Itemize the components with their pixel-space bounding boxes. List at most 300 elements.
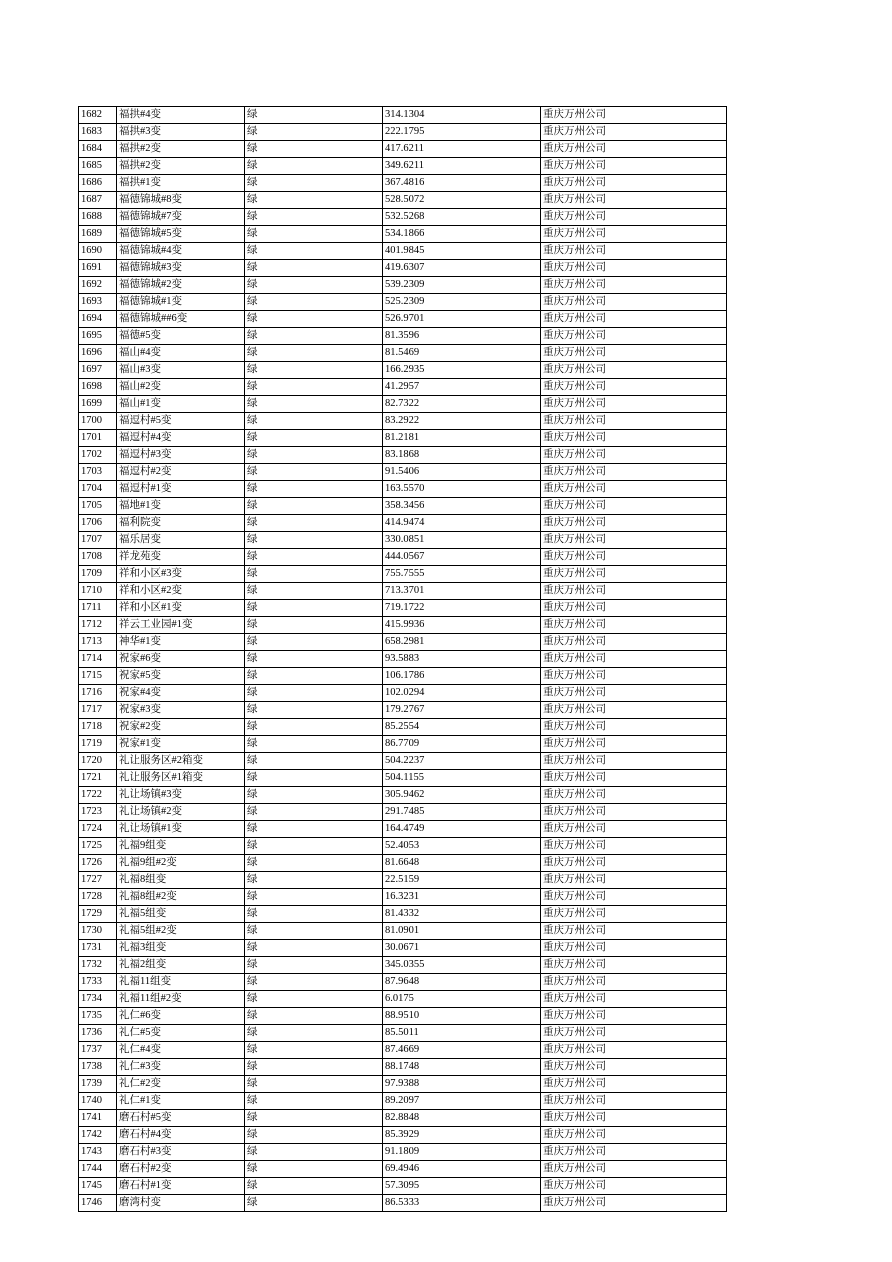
cell-color: 绿 <box>245 634 383 651</box>
cell-company: 重庆万州公司 <box>541 1008 727 1025</box>
table-row <box>79 1144 727 1161</box>
table-row <box>79 277 727 294</box>
cell-name: 福德锦城#3变 <box>117 260 245 277</box>
cell-company: 重庆万州公司 <box>541 209 727 226</box>
table-row <box>79 1161 727 1178</box>
cell-value: 81.4332 <box>383 906 541 923</box>
cell-id: 1745 <box>79 1178 117 1195</box>
table-row <box>79 430 727 447</box>
table-row <box>79 974 727 991</box>
cell-id: 1694 <box>79 311 117 328</box>
table-row <box>79 651 727 668</box>
cell-name: 祥和小区#3变 <box>117 566 245 583</box>
cell-color: 绿 <box>245 362 383 379</box>
cell-color: 绿 <box>245 855 383 872</box>
cell-id: 1740 <box>79 1093 117 1110</box>
cell-value: 86.7709 <box>383 736 541 753</box>
cell-company: 重庆万州公司 <box>541 294 727 311</box>
cell-color: 绿 <box>245 498 383 515</box>
cell-company: 重庆万州公司 <box>541 957 727 974</box>
table-row <box>79 787 727 804</box>
table-row <box>79 311 727 328</box>
cell-value: 97.9388 <box>383 1076 541 1093</box>
table-row <box>79 294 727 311</box>
cell-name: 磨石村#4变 <box>117 1127 245 1144</box>
cell-name: 礼让场镇#2变 <box>117 804 245 821</box>
cell-company: 重庆万州公司 <box>541 107 727 124</box>
cell-name: 礼仁#6变 <box>117 1008 245 1025</box>
cell-company: 重庆万州公司 <box>541 787 727 804</box>
cell-id: 1702 <box>79 447 117 464</box>
cell-id: 1706 <box>79 515 117 532</box>
cell-id: 1713 <box>79 634 117 651</box>
cell-color: 绿 <box>245 1025 383 1042</box>
table-row <box>79 770 727 787</box>
table-row <box>79 549 727 566</box>
cell-id: 1688 <box>79 209 117 226</box>
table-row <box>79 1110 727 1127</box>
cell-id: 1728 <box>79 889 117 906</box>
cell-id: 1686 <box>79 175 117 192</box>
table-row <box>79 192 727 209</box>
cell-id: 1734 <box>79 991 117 1008</box>
cell-color: 绿 <box>245 413 383 430</box>
cell-company: 重庆万州公司 <box>541 872 727 889</box>
table-row <box>79 1025 727 1042</box>
cell-name: 福山#4变 <box>117 345 245 362</box>
cell-name: 礼福5组#2变 <box>117 923 245 940</box>
cell-color: 绿 <box>245 277 383 294</box>
cell-company: 重庆万州公司 <box>541 345 727 362</box>
cell-color: 绿 <box>245 600 383 617</box>
cell-company: 重庆万州公司 <box>541 498 727 515</box>
table-row <box>79 804 727 821</box>
cell-value: 349.6211 <box>383 158 541 175</box>
cell-value: 417.6211 <box>383 141 541 158</box>
cell-id: 1743 <box>79 1144 117 1161</box>
cell-value: 658.2981 <box>383 634 541 651</box>
cell-name: 礼让场镇#3变 <box>117 787 245 804</box>
cell-name: 祝家#2变 <box>117 719 245 736</box>
cell-id: 1691 <box>79 260 117 277</box>
cell-value: 87.9648 <box>383 974 541 991</box>
cell-color: 绿 <box>245 736 383 753</box>
cell-name: 福逗村#4变 <box>117 430 245 447</box>
cell-color: 绿 <box>245 294 383 311</box>
table-row <box>79 583 727 600</box>
cell-name: 磨湾村变 <box>117 1195 245 1212</box>
cell-name: 福德锦城#2变 <box>117 277 245 294</box>
cell-value: 314.1304 <box>383 107 541 124</box>
cell-id: 1725 <box>79 838 117 855</box>
cell-id: 1695 <box>79 328 117 345</box>
table-row <box>79 1008 727 1025</box>
cell-color: 绿 <box>245 1127 383 1144</box>
table-row <box>79 940 727 957</box>
cell-company: 重庆万州公司 <box>541 1195 727 1212</box>
cell-name: 礼福8组变 <box>117 872 245 889</box>
cell-company: 重庆万州公司 <box>541 260 727 277</box>
cell-color: 绿 <box>245 1059 383 1076</box>
cell-company: 重庆万州公司 <box>541 685 727 702</box>
cell-value: 91.5406 <box>383 464 541 481</box>
table-body <box>79 107 727 1212</box>
cell-color: 绿 <box>245 838 383 855</box>
cell-color: 绿 <box>245 328 383 345</box>
cell-id: 1742 <box>79 1127 117 1144</box>
cell-company: 重庆万州公司 <box>541 617 727 634</box>
cell-company: 重庆万州公司 <box>541 668 727 685</box>
cell-id: 1730 <box>79 923 117 940</box>
table-row <box>79 923 727 940</box>
cell-name: 神华#1变 <box>117 634 245 651</box>
cell-company: 重庆万州公司 <box>541 192 727 209</box>
table-row <box>79 464 727 481</box>
cell-color: 绿 <box>245 719 383 736</box>
table-row <box>79 702 727 719</box>
cell-color: 绿 <box>245 583 383 600</box>
cell-value: 93.5883 <box>383 651 541 668</box>
table-row <box>79 1059 727 1076</box>
cell-id: 1698 <box>79 379 117 396</box>
cell-value: 83.2922 <box>383 413 541 430</box>
cell-color: 绿 <box>245 379 383 396</box>
table-row <box>79 481 727 498</box>
cell-name: 祝家#6变 <box>117 651 245 668</box>
table-row <box>79 158 727 175</box>
cell-color: 绿 <box>245 974 383 991</box>
cell-id: 1705 <box>79 498 117 515</box>
cell-name: 磨石村#5变 <box>117 1110 245 1127</box>
cell-color: 绿 <box>245 770 383 787</box>
cell-id: 1687 <box>79 192 117 209</box>
cell-value: 755.7555 <box>383 566 541 583</box>
cell-name: 福德锦城##6变 <box>117 311 245 328</box>
cell-name: 祥龙苑变 <box>117 549 245 566</box>
table-row <box>79 889 727 906</box>
cell-id: 1709 <box>79 566 117 583</box>
cell-id: 1721 <box>79 770 117 787</box>
cell-color: 绿 <box>245 1110 383 1127</box>
cell-color: 绿 <box>245 260 383 277</box>
cell-value: 82.8848 <box>383 1110 541 1127</box>
table-row <box>79 243 727 260</box>
cell-company: 重庆万州公司 <box>541 1025 727 1042</box>
cell-company: 重庆万州公司 <box>541 1178 727 1195</box>
cell-name: 祝家#1变 <box>117 736 245 753</box>
cell-company: 重庆万州公司 <box>541 583 727 600</box>
table-row <box>79 345 727 362</box>
table-row <box>79 957 727 974</box>
cell-company: 重庆万州公司 <box>541 821 727 838</box>
cell-value: 81.0901 <box>383 923 541 940</box>
cell-name: 福拱#3变 <box>117 124 245 141</box>
cell-name: 磨石村#2变 <box>117 1161 245 1178</box>
cell-id: 1707 <box>79 532 117 549</box>
cell-company: 重庆万州公司 <box>541 328 727 345</box>
cell-company: 重庆万州公司 <box>541 702 727 719</box>
cell-color: 绿 <box>245 889 383 906</box>
table-row <box>79 175 727 192</box>
cell-value: 69.4946 <box>383 1161 541 1178</box>
cell-value: 57.3095 <box>383 1178 541 1195</box>
cell-id: 1736 <box>79 1025 117 1042</box>
cell-company: 重庆万州公司 <box>541 600 727 617</box>
cell-value: 86.5333 <box>383 1195 541 1212</box>
cell-id: 1699 <box>79 396 117 413</box>
cell-id: 1723 <box>79 804 117 821</box>
cell-id: 1738 <box>79 1059 117 1076</box>
cell-value: 419.6307 <box>383 260 541 277</box>
cell-value: 164.4749 <box>383 821 541 838</box>
cell-id: 1739 <box>79 1076 117 1093</box>
cell-company: 重庆万州公司 <box>541 1093 727 1110</box>
cell-company: 重庆万州公司 <box>541 855 727 872</box>
table-row <box>79 1178 727 1195</box>
cell-id: 1733 <box>79 974 117 991</box>
cell-color: 绿 <box>245 124 383 141</box>
cell-id: 1701 <box>79 430 117 447</box>
cell-name: 福乐居变 <box>117 532 245 549</box>
cell-color: 绿 <box>245 175 383 192</box>
cell-id: 1729 <box>79 906 117 923</box>
cell-value: 415.9936 <box>383 617 541 634</box>
cell-id: 1682 <box>79 107 117 124</box>
cell-company: 重庆万州公司 <box>541 991 727 1008</box>
table-row <box>79 447 727 464</box>
cell-value: 358.3456 <box>383 498 541 515</box>
cell-value: 16.3231 <box>383 889 541 906</box>
table-row <box>79 634 727 651</box>
cell-company: 重庆万州公司 <box>541 226 727 243</box>
cell-value: 88.9510 <box>383 1008 541 1025</box>
cell-name: 福利院变 <box>117 515 245 532</box>
cell-id: 1722 <box>79 787 117 804</box>
cell-color: 绿 <box>245 345 383 362</box>
cell-value: 30.0671 <box>383 940 541 957</box>
cell-id: 1710 <box>79 583 117 600</box>
cell-company: 重庆万州公司 <box>541 464 727 481</box>
cell-value: 87.4669 <box>383 1042 541 1059</box>
cell-name: 礼福9组#2变 <box>117 855 245 872</box>
cell-name: 福拱#2变 <box>117 141 245 158</box>
cell-company: 重庆万州公司 <box>541 889 727 906</box>
cell-value: 526.9701 <box>383 311 541 328</box>
cell-id: 1746 <box>79 1195 117 1212</box>
cell-value: 532.5268 <box>383 209 541 226</box>
cell-name: 福德锦城#7变 <box>117 209 245 226</box>
cell-id: 1685 <box>79 158 117 175</box>
cell-name: 福地#1变 <box>117 498 245 515</box>
table-row <box>79 141 727 158</box>
table-row <box>79 1093 727 1110</box>
cell-name: 礼让服务区#2箱变 <box>117 753 245 770</box>
cell-name: 福逗村#3变 <box>117 447 245 464</box>
cell-company: 重庆万州公司 <box>541 430 727 447</box>
cell-id: 1744 <box>79 1161 117 1178</box>
cell-value: 444.0567 <box>383 549 541 566</box>
cell-company: 重庆万州公司 <box>541 940 727 957</box>
cell-id: 1718 <box>79 719 117 736</box>
cell-color: 绿 <box>245 1161 383 1178</box>
cell-color: 绿 <box>245 787 383 804</box>
cell-name: 福山#2变 <box>117 379 245 396</box>
cell-name: 福德#5变 <box>117 328 245 345</box>
cell-name: 礼福2组变 <box>117 957 245 974</box>
cell-name: 礼仁#1变 <box>117 1093 245 1110</box>
cell-id: 1704 <box>79 481 117 498</box>
cell-color: 绿 <box>245 991 383 1008</box>
cell-color: 绿 <box>245 940 383 957</box>
cell-value: 414.9474 <box>383 515 541 532</box>
cell-value: 305.9462 <box>383 787 541 804</box>
cell-color: 绿 <box>245 1076 383 1093</box>
cell-id: 1714 <box>79 651 117 668</box>
cell-company: 重庆万州公司 <box>541 736 727 753</box>
cell-company: 重庆万州公司 <box>541 243 727 260</box>
cell-id: 1716 <box>79 685 117 702</box>
cell-name: 福德锦城#1变 <box>117 294 245 311</box>
cell-value: 179.2767 <box>383 702 541 719</box>
cell-name: 祝家#3变 <box>117 702 245 719</box>
cell-value: 85.3929 <box>383 1127 541 1144</box>
cell-color: 绿 <box>245 311 383 328</box>
cell-value: 504.2237 <box>383 753 541 770</box>
cell-id: 1708 <box>79 549 117 566</box>
cell-id: 1724 <box>79 821 117 838</box>
table-row <box>79 617 727 634</box>
cell-name: 礼让场镇#1变 <box>117 821 245 838</box>
cell-color: 绿 <box>245 243 383 260</box>
spreadsheet-region <box>78 106 726 1212</box>
cell-id: 1692 <box>79 277 117 294</box>
cell-name: 福德锦城#8变 <box>117 192 245 209</box>
cell-company: 重庆万州公司 <box>541 1042 727 1059</box>
cell-company: 重庆万州公司 <box>541 413 727 430</box>
cell-company: 重庆万州公司 <box>541 1127 727 1144</box>
cell-value: 528.5072 <box>383 192 541 209</box>
cell-name: 磨石村#1变 <box>117 1178 245 1195</box>
cell-id: 1726 <box>79 855 117 872</box>
cell-id: 1737 <box>79 1042 117 1059</box>
cell-company: 重庆万州公司 <box>541 379 727 396</box>
cell-company: 重庆万州公司 <box>541 719 727 736</box>
table-row <box>79 498 727 515</box>
cell-name: 礼让服务区#1箱变 <box>117 770 245 787</box>
cell-company: 重庆万州公司 <box>541 923 727 940</box>
cell-color: 绿 <box>245 107 383 124</box>
table-row <box>79 107 727 124</box>
cell-color: 绿 <box>245 1008 383 1025</box>
cell-value: 85.2554 <box>383 719 541 736</box>
cell-company: 重庆万州公司 <box>541 175 727 192</box>
cell-color: 绿 <box>245 906 383 923</box>
cell-name: 福逗村#2变 <box>117 464 245 481</box>
table-row <box>79 753 727 770</box>
cell-value: 85.5011 <box>383 1025 541 1042</box>
cell-value: 81.2181 <box>383 430 541 447</box>
cell-value: 504.1155 <box>383 770 541 787</box>
cell-value: 88.1748 <box>383 1059 541 1076</box>
cell-id: 1727 <box>79 872 117 889</box>
cell-color: 绿 <box>245 566 383 583</box>
cell-id: 1741 <box>79 1110 117 1127</box>
cell-name: 福逗村#1变 <box>117 481 245 498</box>
cell-company: 重庆万州公司 <box>541 515 727 532</box>
cell-name: 祥和小区#1变 <box>117 600 245 617</box>
cell-value: 539.2309 <box>383 277 541 294</box>
table-row <box>79 1076 727 1093</box>
cell-color: 绿 <box>245 447 383 464</box>
cell-value: 222.1795 <box>383 124 541 141</box>
cell-company: 重庆万州公司 <box>541 311 727 328</box>
cell-value: 102.0294 <box>383 685 541 702</box>
cell-color: 绿 <box>245 1093 383 1110</box>
table-row <box>79 413 727 430</box>
table-row <box>79 685 727 702</box>
cell-value: 330.0851 <box>383 532 541 549</box>
cell-id: 1715 <box>79 668 117 685</box>
cell-color: 绿 <box>245 532 383 549</box>
cell-color: 绿 <box>245 804 383 821</box>
table-row <box>79 396 727 413</box>
cell-color: 绿 <box>245 464 383 481</box>
cell-value: 401.9845 <box>383 243 541 260</box>
cell-name: 磨石村#3变 <box>117 1144 245 1161</box>
cell-id: 1719 <box>79 736 117 753</box>
cell-company: 重庆万州公司 <box>541 362 727 379</box>
table-row <box>79 719 727 736</box>
cell-color: 绿 <box>245 430 383 447</box>
cell-company: 重庆万州公司 <box>541 838 727 855</box>
table-row <box>79 1127 727 1144</box>
table-row <box>79 1195 727 1212</box>
cell-company: 重庆万州公司 <box>541 651 727 668</box>
table-row <box>79 991 727 1008</box>
table-row <box>79 124 727 141</box>
cell-color: 绿 <box>245 1144 383 1161</box>
cell-company: 重庆万州公司 <box>541 447 727 464</box>
cell-company: 重庆万州公司 <box>541 906 727 923</box>
cell-id: 1711 <box>79 600 117 617</box>
table-row <box>79 515 727 532</box>
cell-value: 89.2097 <box>383 1093 541 1110</box>
cell-company: 重庆万州公司 <box>541 481 727 498</box>
table-row <box>79 260 727 277</box>
cell-id: 1700 <box>79 413 117 430</box>
cell-name: 祝家#4变 <box>117 685 245 702</box>
table-row <box>79 855 727 872</box>
table-row <box>79 209 727 226</box>
cell-name: 福山#1变 <box>117 396 245 413</box>
cell-name: 福德锦城#5变 <box>117 226 245 243</box>
cell-name: 礼仁#5变 <box>117 1025 245 1042</box>
cell-id: 1693 <box>79 294 117 311</box>
cell-color: 绿 <box>245 515 383 532</box>
cell-color: 绿 <box>245 158 383 175</box>
cell-value: 81.6648 <box>383 855 541 872</box>
cell-company: 重庆万州公司 <box>541 124 727 141</box>
cell-color: 绿 <box>245 651 383 668</box>
cell-name: 福拱#1变 <box>117 175 245 192</box>
table-row <box>79 226 727 243</box>
table-row <box>79 668 727 685</box>
cell-value: 166.2935 <box>383 362 541 379</box>
cell-color: 绿 <box>245 192 383 209</box>
cell-id: 1696 <box>79 345 117 362</box>
cell-name: 祥云工业园#1变 <box>117 617 245 634</box>
table-row <box>79 532 727 549</box>
